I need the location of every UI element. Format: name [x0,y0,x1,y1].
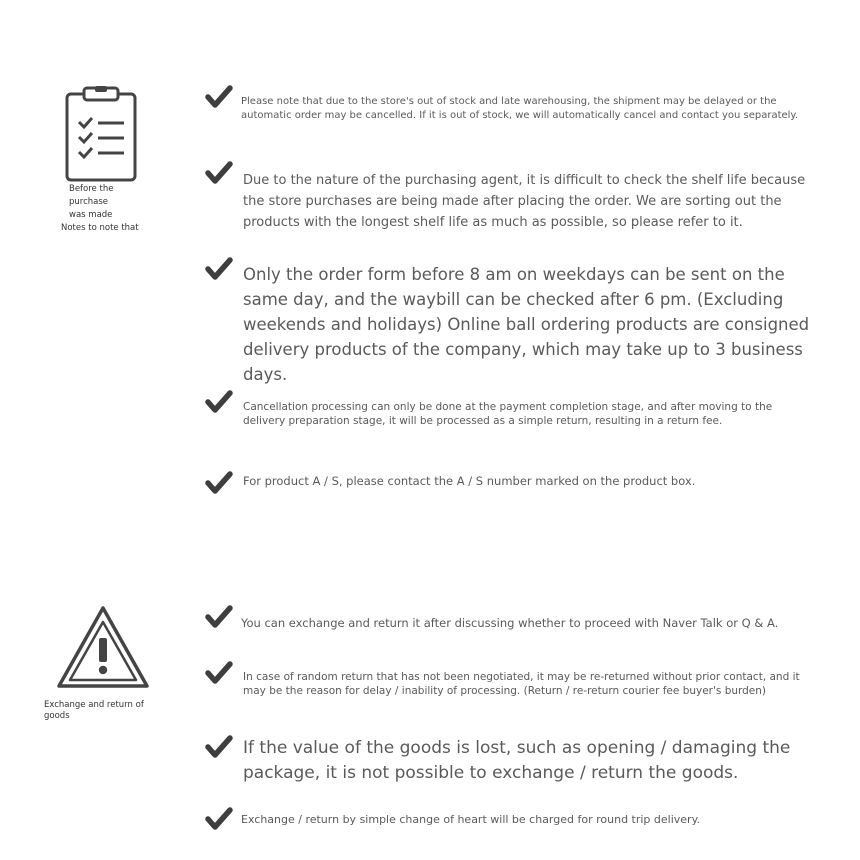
checkmark-icon [204,84,234,110]
item-text: Only the order form before 8 am on weekdays can be sent on the same day, and the waybill can be checked after 6 pm. (Excluding weekends and holidays) Online ball ordering products are consigned delivery products of the company, which may take up to 3 business days. [243,265,810,384]
item-text: If the value of the goods is lost, such as opening / damaging the package, it is not possible to exchange / return the goods. [243,738,791,783]
warning-triangle-icon [55,604,151,692]
checkmark-icon [204,604,234,630]
item-text: For product A / S, please contact the A / S number marked on the product box. [243,474,696,488]
item-text: You can exchange and return it after discussing whether to proceed with Naver Talk or Q & A. [241,616,779,630]
item-text: Due to the nature of the purchasing agent, it is difficult to check the shelf life because the store purchases are being made after placing the order. We are sorting out the products with the longest shelf life as much as possible, so please refer to it. [243,173,806,230]
checkmark-icon [204,256,234,282]
caption-line: purchase [69,197,109,207]
checkmark-icon [204,160,234,186]
caption-line: Notes to note that [61,223,139,233]
list-item [204,160,824,234]
caption-line: Before the [69,184,114,194]
list-item [204,389,824,433]
checkmark-icon [204,470,234,496]
item-text: Exchange / return by simple change of heart will be charged for round trip delivery. [241,813,701,826]
list-item [204,470,824,498]
checkmark-icon [204,806,234,832]
list-item [204,660,824,704]
item-text: Cancellation processing can only be done at the payment completion stage, and after moving to the delivery preparation stage, it will be processed as a simple return, resulting in a return fee. [243,401,773,427]
checkmark-icon [204,389,234,415]
caption-line: was made [69,210,113,220]
checkmark-icon [204,660,234,686]
list-item [204,734,824,790]
list-item [204,604,824,634]
clipboard-checklist-icon [64,86,140,182]
item-text: Please note that due to the store's out of stock and late warehousing, the shipment may be delayed or the automatic order may be cancelled. If it is out of stock, we will automatically cancel and contact you separately. [241,96,799,121]
list-item [204,256,824,384]
list-item [204,84,824,128]
caption-line: Exchange and return of [44,700,144,710]
checkmark-icon [204,734,234,760]
caption-line: goods [44,711,70,721]
section2-caption [44,700,164,722]
item-text: In case of random return that has not been negotiated, it may be re-returned without prior contact, and it may be the reason for delay / inability of processing. (Return / re-return courier fee buyer's burden) [243,671,800,697]
section1-caption [62,183,158,235]
list-item [204,806,824,836]
